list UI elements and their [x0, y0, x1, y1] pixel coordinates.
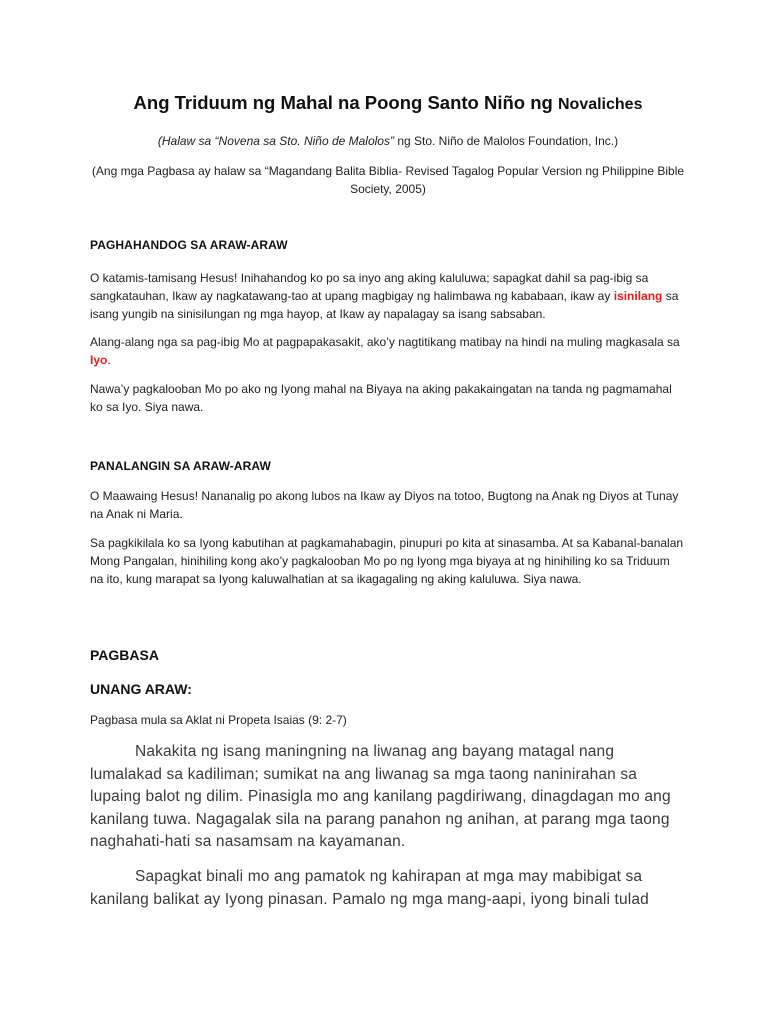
offering-paragraph-3: Nawa’y pagkalooban Mo po ako ng Iyong mahal na Biyaya na aking pakakaingatan na tanda ng pagmamahal ko sa Iyo. Siya nawa.: [90, 382, 672, 414]
title-place: Novaliches: [557, 96, 643, 113]
reading-paragraph-2: Sapagkat binali mo ang pamatok ng kahirapan at mga may mabibigat sa kanilang balikat ay Iyong pinasan. Pamalo ng mga mang-aapi, iyong binali tulad: [90, 868, 649, 908]
offering-p1-text: O katamis-tamisang Hesus! Inihahandog ko po sa inyo ang aking kaluluwa; sapagkat dahil sa pag-ibig sa sangkatauhan, Ikaw ay nagkatawang-tao at upang magbigay ng halimbawa ng kababaan, ikaw ay: [90, 271, 649, 303]
reading-reference: Pagbasa mula sa Aklat ni Propeta Isaias (9: 2-7): [90, 713, 347, 727]
source-note-rest: ng Sto. Niño de Malolos Foundation, Inc.): [393, 134, 619, 148]
source-note: [88, 132, 688, 150]
prayer-paragraph-2: Sa pagkikilala ko sa Iyong kabutihan at pagkamahabagin, pinupuri po kita at sinasamba. At sa Kabanal-banalan Mong Pangalan, hinihiling kong ako’y pagkalooban Mo po ng Iyong mga biyaya at ng hinihiling ko sa Triduum na ito, kung marapat sa Iyong kaluwalhatian at sa ikagagaling ng aking kaluluwa. Siya nawa.: [90, 536, 684, 586]
reading-day-heading: UNANG ARAW:: [90, 681, 192, 697]
reading-heading: PAGBASA: [90, 647, 159, 663]
offering-paragraph-2: [90, 333, 686, 369]
readings-source-note: (Ang mga Pagbasa ay halaw sa “Magandang Balita Biblia- Revised Tagalog Popular Version ng Philippine Bible Society, 2005): [91, 164, 685, 196]
offering-p1-text-end: sa isang yungib na sinisilungan ng mga hayop, at Ikaw ay napalagay sa isang sabsaban.: [90, 289, 679, 321]
highlight-iyo: Iyo: [90, 353, 108, 367]
offering-p2-text: Alang-alang nga sa pag-ibig Mo at pagpapakasakit, ako’y nagtitikang matibay na hindi na muling magkasala sa: [90, 335, 680, 349]
offering-paragraph-1: [90, 269, 686, 323]
offering-heading: PAGHAHANDOG SA ARAW-ARAW: [90, 238, 288, 252]
highlight-isinilang: isinilang: [613, 289, 663, 303]
source-note-italic: (Halaw sa “Novena sa Sto. Niño de Malolos”: [157, 134, 394, 148]
prayer-heading: PANALANGIN SA ARAW-ARAW: [90, 459, 271, 473]
prayer-paragraph-1: O Maawaing Hesus! Nananalig po akong lubos na Ikaw ay Diyos na totoo, Bugtong na Anak ng Diyos at Tunay na Anak ni Maria.: [90, 489, 679, 521]
offering-p2-text-end: .: [107, 353, 111, 367]
reading-paragraph-1: Nakakita ng isang maningning na liwanag ang bayang matagal nang lumalakad sa kadiliman; sumikat na ang liwanag sa mga taong naninirahan sa lupaing balot ng dilim. Pinasigla mo ang kanilang pagdiriwang, dinagdagan mo ang kanilang tuwa. Nagagalak sila na parang panahon ng anihan, at parang mga taong naghahati-hati sa nasamsam na kayamanan.: [90, 743, 671, 850]
document-title: [88, 92, 688, 114]
title-main: Ang Triduum ng Mahal na Poong Santo Niño ng: [133, 92, 553, 113]
